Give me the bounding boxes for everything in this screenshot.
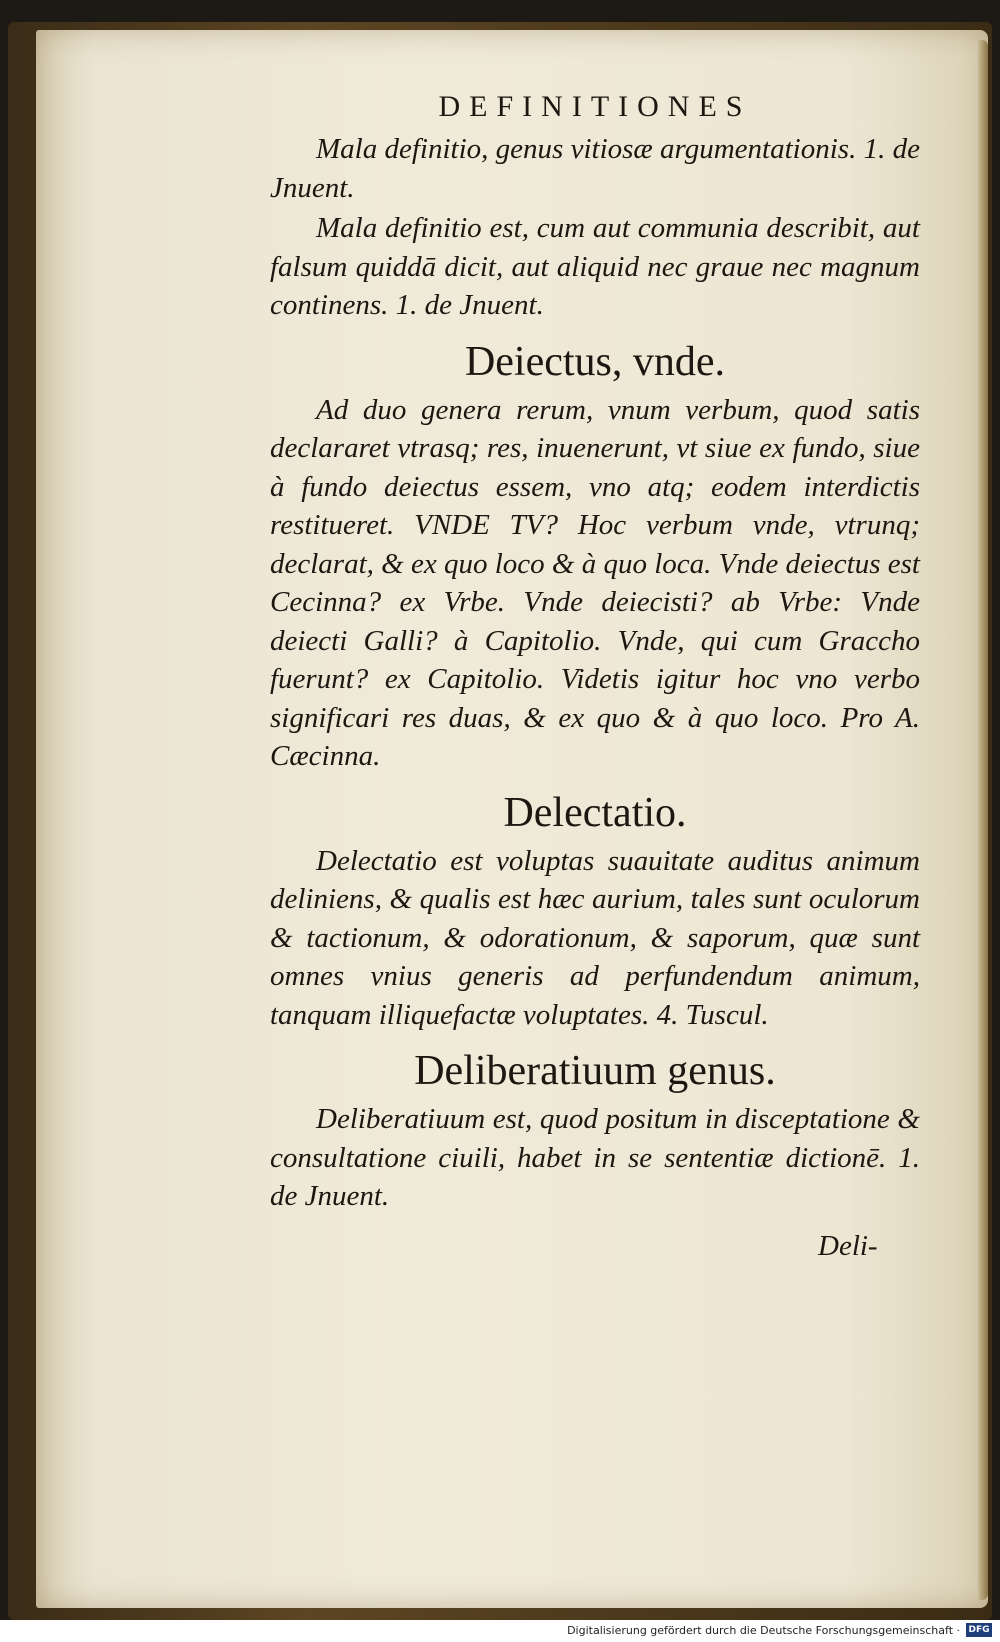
heading-deliberatiuum: Deliberatiuum genus.	[414, 1048, 776, 1094]
page-edge	[978, 40, 988, 1600]
page-text	[270, 90, 920, 1218]
paragraph-mala-definitio-2: Mala definitio est, cum aut communia describit, aut falsum quiddā dicit, aut aliquid nec graue nec magnum continens. 1. de Jnuent.	[270, 212, 920, 321]
footer-credit: Digitalisierung gefördert durch die Deutsche Forschungsgemeinschaft ·	[567, 1624, 960, 1637]
heading-deiectus: Deiectus, vnde.	[464, 338, 726, 385]
paragraph-mala-definitio-1: Mala definitio, genus vitiosæ argumentationis. 1. de Jnuent.	[270, 133, 920, 204]
dfg-logo: DFG	[966, 1623, 992, 1637]
paragraph-delectatio: Delectatio est voluptas suauitate auditus animum deliniens, & qualis est hæc aurium, tales sunt oculorum & tactionum, & odorationum, & saporum, quæ sunt omnes vnius generis ad perfundendum animum, tanquam illiquefactæ voluptates. 4. Tuscul.	[270, 844, 920, 1031]
running-head: DEFINITIONES	[438, 90, 752, 123]
paragraph-deliberatiuum: Deliberatiuum est, quod positum in disceptatione & consultatione ciuili, habet in se sententiæ dictionē. 1. de Jnuent.	[270, 1103, 920, 1212]
catchword: Deli-	[818, 1230, 878, 1262]
footer-bar	[0, 1620, 1000, 1642]
paragraph-deiectus: Ad duo genera rerum, vnum verbum, quod satis declararet vtrasq; res, inuenerunt, vt siue ex fundo, siue à fundo deiectus essem, vno atq; eodem interdictis restitueret. VNDE TV? Hoc verbum vnde, vtrunq; declarat, & ex quo loco & à quo loca. Vnde deiectus est Cecinna? ex Vrbe. Vnde deiecisti? ab Vrbe: Vnde deiecti Galli? à Capitolio. Vnde, qui cum Graccho fuerunt? ex Capitolio. Videtis igitur hoc vno verbo significari res duas, & ex quo & à quo loco. Pro A. Cæcinna.	[270, 393, 920, 772]
heading-delectatio: Delectatio.	[503, 789, 687, 836]
